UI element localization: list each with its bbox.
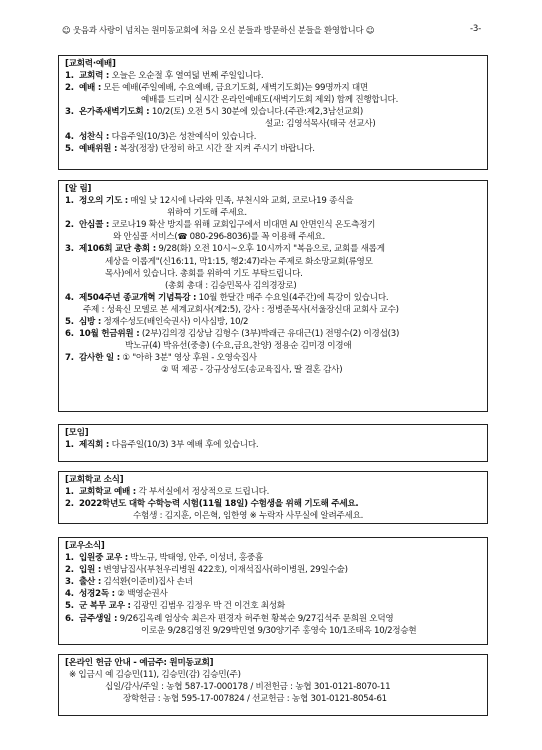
member-item-2: 2. 입원 : 변영남집사(부천우리병원 422호), 이재석집사(하이병원, 29일수술) xyxy=(65,565,348,576)
school-item-1: 1. 교회학교 예배 : 각 부서실에서 정상적으로 드립니다. xyxy=(65,487,270,498)
notice-item-3-cont-2: 목사)에서 있습니다. 총회를 위하여 기도 부탁드립니다. xyxy=(105,268,303,279)
page-number: -3- xyxy=(470,24,482,34)
page-header xyxy=(0,22,542,38)
member-item-1: 1. 입원중 교우 : 박노규, 박태영, 안주, 이성녀, 홍중흠 xyxy=(65,553,263,564)
worship-item-2: 2. 예배 : 모든 예배(주일예배, 수요예배, 금요기도회, 새벽기도회)는 99명까지 대면 xyxy=(65,83,368,94)
notice-item-7-cont: ② 떡 제공 - 강규상성도(송교육집사, 딸 결혼 감사) xyxy=(161,365,343,376)
worship-title: [교회력·예배] xyxy=(65,59,116,69)
notice-item-1-cont: 위하여 기도해 주세요. xyxy=(167,208,247,219)
offering-note: ※ 입금시 예 김승민(11), 김승민(감) 김승민(주) xyxy=(69,670,241,681)
member-item-6-cont: 이로운 9/28김영진 9/29박민열 9/30양기주 홍영숙 10/1조태옥 10/2정승현 xyxy=(141,625,417,636)
school-item-2-cont: 수험생 : 김지훈, 이은혁, 임한영 ※ 누락자 사무실에 알려주세요. xyxy=(133,511,364,522)
meeting-item-1: 1. 제직회 : 다음주일(10/3) 3부 예배 후에 있습니다. xyxy=(65,440,259,451)
notice-item-2-cont: 와 안심콜 서비스(☎ 080-296-8036)를 꼭 이용해 주세요. xyxy=(113,232,325,243)
offering-accounts-2: 장학헌금 : 농협 595-17-007824 / 선교헌금 : 농협 301-0121-8054-61 xyxy=(123,694,387,705)
members-news-title: [교우소식] xyxy=(65,541,105,551)
notice-item-5: 5. 심방 : 정재수성도(배인숙권사) 이사심방, 10/2 xyxy=(65,317,249,328)
meeting-section xyxy=(58,424,488,462)
member-item-6: 6. 금주생일 : 9/26김옥례 엄상숙 최은자 편경자 허주현 황복순 9/27김석주 문희원 오덕영 xyxy=(65,613,394,624)
member-item-3: 3. 출산 : 김석환(이준비)집사 손녀 xyxy=(65,577,193,588)
notices-title: [알 림] xyxy=(65,184,92,194)
notice-item-3-cont-1: 세상을 이롭게"(신16:11, 막1:15, 행2:47)라는 주제로 화소망교회(류영모 xyxy=(105,256,373,267)
worship-item-5: 5. 예배위원 : 복장(정장) 단정히 하고 시간 잘 지켜 주시기 바랍니다. xyxy=(65,143,315,154)
notice-item-3: 3. 제106회 교단 총회 : 9/28(화) 오전 10시~오후 10시까지 "복음으로, 교회를 새롭게 xyxy=(65,244,385,255)
phone-icon: ☎ xyxy=(177,232,188,242)
notice-item-2: 2. 안심콜 : 코로나19 확산 방지를 위해 교회입구에서 비대면 AI 안면인식 온도측정기 xyxy=(65,220,376,231)
notice-item-4: 4. 제504주년 종교개혁 기념특강 : 10월 한달간 매주 수요일(4주간)에 특강이 있습니다. xyxy=(65,292,389,303)
notices-section xyxy=(58,180,488,412)
worship-item-3: 3. 온가족새벽기도회 : 10/2(토) 오전 5시 30분에 있습니다.(주관:제2,3남선교회) xyxy=(65,107,364,118)
church-school-title: [교회학교 소식] xyxy=(65,475,124,485)
school-item-2: 2. 2022학년도 대학 수학능력 시험(11월 18일) 수험생을 위해 기도해 주세요. xyxy=(65,499,359,510)
welcome-message: ☺ 웃음과 사랑이 넘치는 원미동교회에 처음 오신 분들과 방문하신 분들을 환영합니다 ☺ xyxy=(62,25,375,35)
worship-item-4: 4. 성찬식 : 다음주일(10/3)은 성찬예식이 있습니다. xyxy=(65,131,257,142)
online-offering-title: [온라인 헌금 안내 - 예금주: 원미동교회] xyxy=(65,658,214,668)
church-school-section xyxy=(58,471,488,524)
worship-item-2-cont: 예배를 드리며 실시간 온라인예배도(새벽기도회 제외) 함께 진행합니다. xyxy=(141,95,399,106)
notice-item-6-cont: 박노규(4) 박유선(중층) (수요,금요,찬양) 정용순 김미경 이경애 xyxy=(125,341,352,352)
worship-item-1: 1. 교회력 : 오늘은 오순절 후 열여덟 번째 주일입니다. xyxy=(65,71,264,82)
meeting-title: [모임] xyxy=(65,428,89,438)
member-item-5: 5. 군 복무 교우 : 김광민 김범우 김정우 박 건 이건호 최성화 xyxy=(65,601,285,612)
worship-section xyxy=(58,55,488,170)
notice-item-4-cont: 주제 : 성육신 모델로 본 세계교회사(계2:5), 강사 : 정병준목사(서울장신대 교회사 교수) xyxy=(83,304,399,315)
member-item-4: 4. 성경2독 : ② 백영순권사 xyxy=(65,589,168,600)
notice-item-3-cont-3: (총회 총대 : 김승민목사 김의경장로) xyxy=(165,280,297,291)
notice-item-6: 6. 10월 헌금위원 : (2부)김의경 김상남 김형수 (3부)박래근 유대근(1) 전명수(2) 이경섭(3) xyxy=(65,329,400,340)
offering-accounts-1: 십일/감사/주일 : 농협 587-17-000178 / 비전헌금 : 농협 301-0121-8070-11 xyxy=(105,682,391,693)
worship-item-3-cont: 설교: 김영석목사(태국 선교사) xyxy=(265,119,376,130)
online-offering-section xyxy=(58,654,488,716)
notice-item-1: 1. 정오의 기도 : 매일 낮 12시에 나라와 민족, 부천시와 교회, 코로나19 종식을 xyxy=(65,196,354,207)
members-news-section xyxy=(58,537,488,645)
notice-item-7: 7. 감사한 일 : ① "아하 3분" 영상 후원 - 오영숙집사 xyxy=(65,353,257,364)
